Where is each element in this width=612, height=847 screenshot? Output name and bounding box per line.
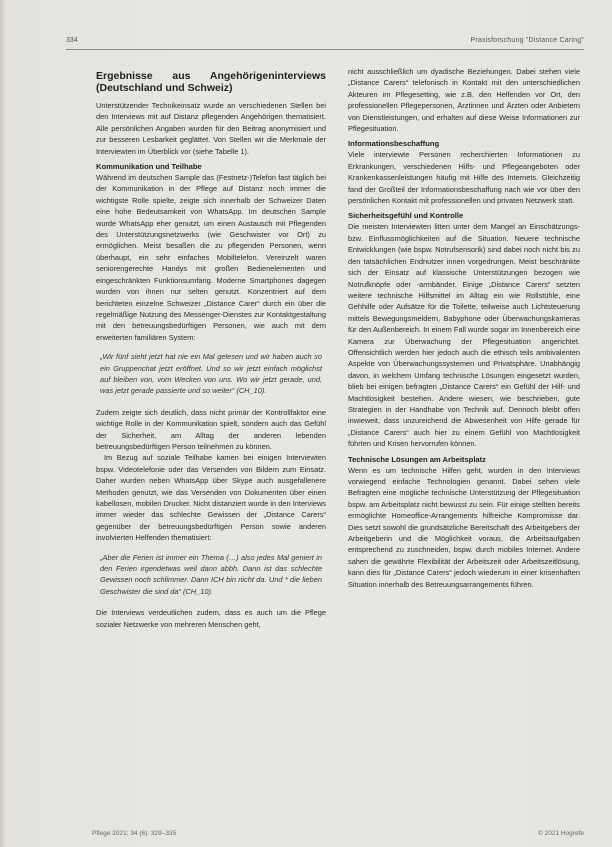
subheading-information: Informationsbeschaffung [348,139,440,149]
interview-quote: „Wir fünf sieht jetzt hat nie ein Mal gelesen und wir haben auch so ein Gruppenchat jetzt eröffnet. Und so wir jetzt einfach möglichst auf bleiben von, vom Wecken von uns. Wo wir jetzt gerade, und, was jetzt gerade passierte und so weiter“ (CH_10). [100,352,322,396]
interview-quote: „Aber die Ferien ist immer ein Thema (…) also jedes Mal geniert in den Ferien irgendetwas weil dann abbh. Dann ist das schlechte Gewissen noch schlimmer. Dann ICH bin nicht da. Und * die lieben Geschwister die sind da“ (CH_10). [100,552,322,596]
subheading-communication: Kommunikation und Teilhabe [96,162,202,172]
paragraph: Im Bezug auf soziale Teilhabe kamen bei einigen Interviewten bspw. Videotelefonie oder das Versenden von Bildern zum Einsatz. Daher wurden neben WhatsApp über Skype auch ausgefallenere Methoden genutzt, wie das Versenden von Dokumenten über einen kabellosen, mobilen Drucker. Nicht distanziert wurde in den Interviews immer wieder das schlechte Gewissen der „Distance Carers“ gegenüber der betreuungsbedürftigen Person sowie anderen involvierten Helfenden thematisiert: [96,453,326,543]
paragraph: Viele interviewte Personen recherchierten Informationen zu Erkrankungen, verschiedenen Hilfs- und Pflegeangeboten oder Krankenkassenleistungen häufig mit Hilfe des Internets. Gleichzeitig fand der Großteil der Informationsbeschaffung nach wie vor über den persönlichen Kontakt mit professionellen und privaten Netzwerk statt. [348,150,580,206]
journal-citation: Pflege 2021; 34 (6): 329–335 [92,830,177,837]
paragraph: Wenn es um technische Hilfen geht, wurden in den Interviews vorwiegend einfache Technologien genannt. Dabei sehen viele Befragten eine mögliche technische Unterstützung der Pflegesituation bspw. am Arbeitsplatz nicht bewusst zu sein. Für einige stellten bereits ermöglichte Homeoffice-Arrangements hilfreiche Kompromisse dar. Dies setzt sowohl die grundsätzliche Bereitschaft des Arbeitgebers der Arbeitgeberin und die Möglichkeit voraus, die Arbeitsaufgaben entsprechend zu zuschneiden, bspw. durch mobiles Internet. Andere sahen die gewährte Flexibilität der Arbeitszeit oder Arbeitszeitlösung, kann dies für „Distance Carers“ jedoch wiederum in einer krisenhaften Situation innerhalb des Betreuungsarrangements führen. [348,465,580,589]
left-column [96,66,326,630]
paragraph: Die Interviews verdeutlichen zudem, dass es auch um die Pflege sozialer Netzwerke von mehreren Menschen geht, [96,608,326,629]
publisher-note: © 2021 Hogrefe [538,830,584,837]
page-number: 334 [66,37,78,44]
section-title: Ergebnisse aus Angehörigeninterviews (Deutschland und Schweiz) [96,70,326,94]
right-column [348,66,580,590]
subheading-workplace: Technische Lösungen am Arbeitsplatz [348,454,486,464]
paragraph: Die meisten Interviewten litten unter dem Mangel an Einschätzungs- bzw. Einflussmöglichkeiten auf die Situation. Neuere technische Entwicklungen (wie bspw. Notrufsensorik) sind dabei noch nicht bis zu den tatsächlichen Endnutzer innen vorgedrungen. Meist beschränkte sich der Einsatz auf klassische Unterstützungen bezogen wie Notrufknöpfe oder -armbänder. Einige „Distance Carers“ setzten weitere technische Hilfsmittel im Alltag ein wie Rollstühle, eine Gehhilfe oder Aufsätze für die Toilette, teilweise auch Lichtsteuerung mittels Bewegungsmeldern, Babyphone oder Überwachungskameras für den Außenbereich. In einem Fall wurde sogar im Innenbereich eine Kamera zur Überwachung der Pflegesituation angerichtet. Offensichtlich werden hier jedoch auch die ethisch teils ambivalenten Aspekte von Überwachungssystemen und Privatsphäre. Unabhängig davon, in welchem Umfang technische Lösungen eingesetzt wurden, blieb bei einigen befragten „Distance Carers“ ein Gefühl der Hilf- und Machtlosigkeit bestehen. Andere wiesen, wie beschrieben, gute Strategien in der Handhabe von Technik auf. Dennoch bleibt offen inwieweit, dass unzureichend die Abwesenheit von Hilfe gerade für „Distance Carers“ auch hier zu einem Gefühl von Machtlosigkeit führten und Krisen hervorrufen können. [348,222,580,449]
paragraph: Während im deutschen Sample das (Festnetz-)Telefon fast täglich bei der Kommunikation in der Pflege auf Distanz noch immer die wichtigste Rolle spielte, zeigte sich innerhalb der Schweizer Daten eine hohe Bedeutsamkeit von WhatsApp. Im deutschen Sample wurde WhatsApp eher genutzt, um einen Austausch mit Pflegenden des Unterstützungsnetzwerks (wie Geschwister vor Ort) zu ermöglichen. Meist besaßen die zu pflegenden Personen, wenn überhaupt, ein sehr einfaches Mobiltelefon. Vereinzelt waren seniorengerechte Handys mit großen Bedienelementen und eingeschränkten Funktionsumfang. Moderne Smartphones dagegen wurden von ihnen nur selten genutzt. Konzentriert auf dem berichteten einzelne Schweizer „Distance Carer“ durch ein über die regelmäßige Nutzung des Messenger-Dienstes zur Kontaktgestaltung mit den betreuungsbedürftigen Personen, wie auch mit dem erweiterten familiären System: [96,173,326,342]
paragraph: Zudem zeigte sich deutlich, dass nicht primär der Kontrollfaktor eine wichtige Rolle in der Kommunikation spielt, sondern auch das Gefühl der Sicherheit, am Alltag der anderen lebenden betreuungsbedürftigen Person teilnehmen zu können. [96,407,326,451]
paragraph: nicht ausschließlich um dyadische Beziehungen. Dabei stehen viele „Distance Carers“ telefonisch in Kontakt mit den unterschiedlichen Akteuren im Pflegesetting, wie z.B. den Helfenden vor Ort, den professionellen Pflegepersonen, Ärztinnen und Ärzten oder Anbietern von Dienstleistungen, und erhalten auf diese Weise Informationen zur Pflegesituation. [348,67,580,134]
subheading-safety: Sicherheitsgefühl und Kontrolle [348,211,464,221]
intro-paragraph: Unterstützender Technikeinsatz wurde an verschiedenen Stellen bei den Interviews mit auf Distanz pflegenden Angehörigen thematisiert. Alle persönlichen Angaben wurden für den Beitrag anonymisiert und zur besseren Lesbarkeit geglättet. Von Stellen wir die Merkmale der Interviewten im Überblick vor (siehe Tabelle 1). [96,101,326,156]
running-header [66,37,584,50]
running-title: Praxisforschung "Distance Caring" [470,37,584,44]
